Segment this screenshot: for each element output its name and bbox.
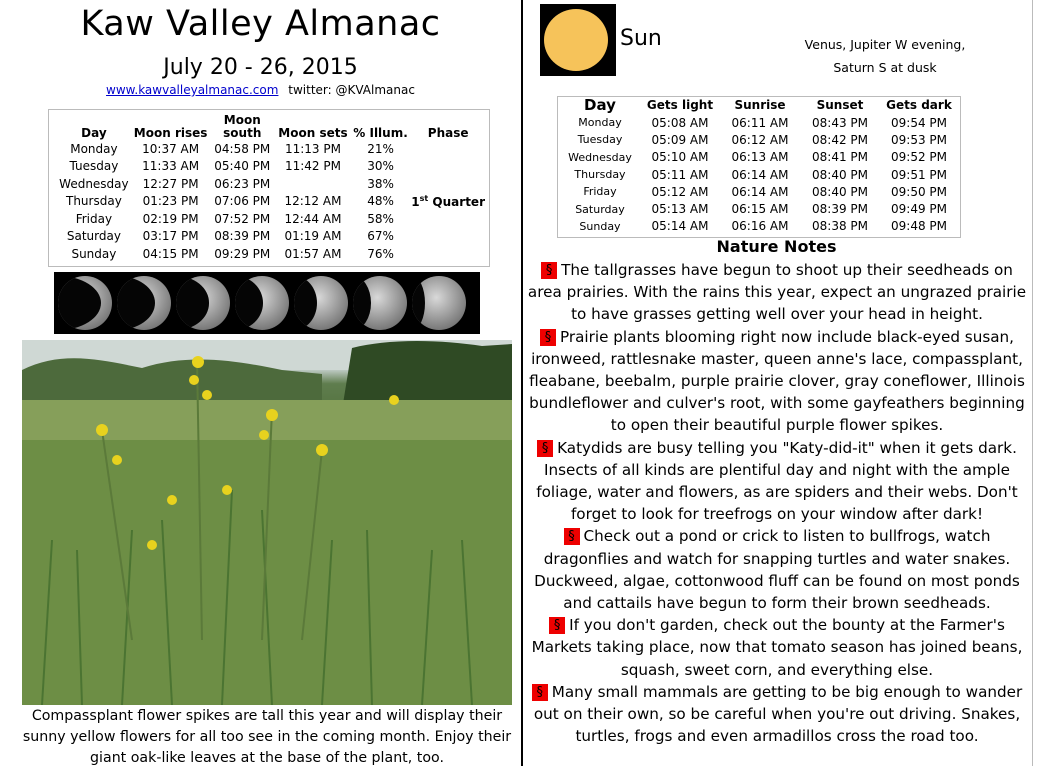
moon-col-phase: Phase: [427, 126, 469, 140]
moon-shadow: [176, 276, 209, 330]
sun-cell-sunset: 08:42 PM: [812, 132, 868, 147]
moon-table-body: [55, 140, 485, 263]
moon-cell-sets: 12:44 AM: [284, 211, 342, 226]
sun-cell-gets-light: 05:09 AM: [651, 132, 709, 147]
page-divider: [521, 0, 523, 766]
nature-notes: [527, 259, 1027, 747]
moon-table-row: [55, 228, 485, 246]
sun-cell-sunrise: 06:15 AM: [731, 202, 789, 217]
sun-table-body: [560, 114, 958, 235]
sun-cell-day: Thursday: [574, 168, 626, 182]
moon-cell-day: Tuesday: [69, 159, 119, 174]
sun-table-row: [560, 131, 958, 148]
sun-label: Sun: [620, 26, 662, 51]
sun-table-row: [560, 183, 958, 200]
sun-cell-day: Friday: [583, 185, 617, 199]
moon-table-row: [55, 210, 485, 228]
moon-cell-sets: 11:13 PM: [284, 141, 341, 156]
moon-cell-illum: 21%: [367, 141, 394, 156]
nature-note: [532, 616, 1023, 678]
sun-table: [560, 96, 958, 235]
moon-cell-illum: 67%: [367, 229, 394, 244]
moon-cell-phase: [411, 228, 485, 246]
moon-table-row: [55, 140, 485, 158]
sun-cell-gets-dark: 09:48 PM: [891, 219, 947, 234]
section-bullet-icon: §: [532, 684, 548, 701]
sun-col-gets-dark: Gets dark: [886, 98, 952, 112]
sun-cell-sunrise: 06:16 AM: [731, 219, 789, 234]
moon-phase-image: [176, 276, 230, 330]
nature-note-text: Many small mammals are getting to be big enough to wander out on their own, so be careful when you're out driving. Snakes, turtles, frogs and even armadillos cross the road too.: [533, 682, 1023, 746]
sun-cell-gets-light: 05:11 AM: [651, 167, 709, 182]
section-bullet-icon: §: [564, 528, 580, 545]
date-range: July 20 - 26, 2015: [163, 55, 358, 80]
moon-cell-phase: [411, 245, 485, 263]
page-edge: [1032, 0, 1033, 766]
sun-cell-sunset: 08:38 PM: [812, 219, 868, 234]
sun-table-row: [560, 149, 958, 166]
moon-table-row: [55, 175, 485, 193]
sun-cell-sunrise: 06:11 AM: [731, 115, 789, 130]
sun-cell-sunset: 08:43 PM: [812, 115, 868, 130]
sun-cell-day: Saturday: [575, 202, 625, 216]
nature-note: [532, 683, 1023, 745]
planets-note: [770, 33, 1000, 79]
moon-col-illum: % Illum.: [353, 126, 408, 140]
moon-col-south: [208, 110, 276, 140]
moon-cell-south: 09:29 PM: [214, 246, 271, 261]
nature-note: [528, 261, 1026, 323]
nature-note-text: Prairie plants blooming right now include black-eyed susan, ironweed, rattlesnake master, queen anne's lace, compassplant, fleabane, beebalm, purple prairie clover, gray coneflower, Illinois bundleflower and culver's root, with some gayfeathers beginning to open their beautiful purple flower spikes.: [529, 327, 1025, 435]
sun-cell-gets-dark: 09:53 PM: [891, 132, 947, 147]
moon-cell-rises: 10:37 AM: [142, 141, 200, 156]
moon-phase-image: [353, 276, 407, 330]
moon-phase-image: [412, 276, 466, 330]
moon-phase-image: [294, 276, 348, 330]
moon-cell-south: 05:40 PM: [214, 159, 271, 174]
moon-shadow: [294, 276, 317, 330]
photo-caption: Compassplant flower spikes are tall this year and will display their sunny yellow flowers for all too see in the coming month. Enjoy their giant oak-like leaves at the base of the plant, too.: [22, 708, 512, 766]
moon-table-row: [55, 193, 485, 211]
sun-cell-day: Wednesday: [568, 150, 632, 164]
sun-col-sunset: Sunset: [816, 98, 864, 112]
moon-cell-phase: [411, 140, 485, 158]
moon-shadow: [117, 276, 155, 330]
moon-cell-day: Thursday: [66, 194, 122, 209]
moon-phase-image: [117, 276, 171, 330]
moon-cell-phase: [411, 175, 485, 193]
moon-cell-south: 07:52 PM: [214, 211, 271, 226]
moon-cell-rises: 11:33 AM: [142, 159, 200, 174]
moon-cell-south: 07:06 PM: [214, 194, 271, 209]
moon-col-day: Day: [81, 126, 107, 140]
sun-cell-gets-dark: 09:52 PM: [891, 150, 947, 165]
moon-cell-sets: [276, 175, 350, 193]
moon-cell-rises: 03:17 PM: [142, 229, 199, 244]
nature-note-text: Check out a pond or crick to listen to bullfrogs, watch dragonflies and watch for snapping turtles and water snakes. Duckweed, algae, cottonwood fluff can be found on most ponds and cattails have begun to form their brown seedheads.: [534, 527, 1020, 613]
nature-note: [534, 527, 1020, 612]
moon-cell-sets: 01:19 AM: [284, 229, 342, 244]
moon-shadow: [235, 276, 263, 330]
sun-cell-gets-dark: 09:51 PM: [891, 167, 947, 182]
sun-col-day: Day: [584, 96, 616, 114]
moon-shadow: [353, 276, 371, 330]
sun-cell-sunrise: 06:14 AM: [731, 167, 789, 182]
sun-table-row: [560, 200, 958, 217]
moon-cell-rises: 12:27 PM: [142, 176, 199, 191]
moon-cell-south: 04:58 PM: [214, 141, 271, 156]
sun-cell-sunset: 08:40 PM: [812, 167, 868, 182]
compassplant-photo: [22, 340, 512, 705]
moon-cell-rises: 04:15 PM: [142, 246, 199, 261]
sun-icon: [544, 9, 608, 71]
sun-table-row: [560, 218, 958, 235]
moon-phase-strip: [54, 272, 480, 334]
moon-cell-day: Friday: [75, 211, 113, 226]
moon-cell-day: Sunday: [71, 246, 117, 261]
photo-illustration: [22, 340, 512, 705]
sun-cell-sunset: 08:41 PM: [812, 150, 868, 165]
nature-note-text: If you don't garden, check out the bounty at the Farmer's Markets taking place, now that tomato season has joined beans, squash, sweet corn, and everything else.: [531, 616, 1023, 679]
nature-note-text: The tallgrasses have begun to shoot up their seedheads on area prairies. With the rains this year, expect an ungrazed prairie to have grasses getting well over your head in height.: [527, 261, 1027, 324]
moon-cell-rises: 02:19 PM: [142, 211, 199, 226]
moon-cell-sets: 12:12 AM: [284, 194, 342, 209]
sun-cell-day: Sunday: [579, 219, 621, 233]
sun-cell-gets-dark: 09:49 PM: [891, 202, 947, 217]
moon-cell-day: Wednesday: [59, 176, 129, 191]
sun-cell-gets-light: 05:14 AM: [651, 219, 709, 234]
sun-cell-gets-light: 05:12 AM: [651, 184, 709, 199]
sun-cell-gets-dark: 09:54 PM: [891, 115, 947, 130]
sun-cell-sunset: 08:39 PM: [812, 202, 868, 217]
moon-col-sets: Moon sets: [278, 126, 348, 140]
moon-table: [55, 110, 485, 263]
almanac-title: Kaw Valley Almanac: [80, 4, 441, 44]
moon-cell-sets: 01:57 AM: [284, 246, 342, 261]
sun-cell-gets-light: 05:08 AM: [651, 115, 709, 130]
moon-phase-image: [235, 276, 289, 330]
moon-cell-illum: 58%: [367, 211, 394, 226]
sun-col-gets-light: Gets light: [646, 98, 714, 112]
moon-cell-south: 06:23 PM: [214, 176, 271, 191]
moon-cell-illum: 30%: [367, 159, 394, 174]
planets-line-1: Venus, Jupiter W evening,: [804, 37, 966, 52]
moon-cell-illum: 48%: [367, 194, 394, 209]
section-bullet-icon: §: [549, 617, 565, 634]
sun-table-row: [560, 166, 958, 183]
nature-note: [529, 328, 1025, 435]
moon-cell-phase: 1st Quarter: [411, 193, 485, 209]
section-bullet-icon: §: [537, 440, 553, 457]
sun-cell-gets-dark: 09:50 PM: [891, 184, 947, 199]
moon-table-row: [55, 158, 485, 176]
nature-note: [536, 439, 1017, 524]
moon-col-south-text: Moon south: [223, 113, 262, 140]
website-link[interactable]: www.kawvalleyalmanac.com: [106, 83, 279, 97]
moon-cell-illum: 38%: [367, 176, 394, 191]
sun-cell-gets-light: 05:10 AM: [651, 150, 709, 165]
moon-cell-south: 08:39 PM: [214, 229, 271, 244]
moon-table-row: [55, 245, 485, 263]
sun-col-sunrise: Sunrise: [734, 98, 786, 112]
sun-cell-sunrise: 06:14 AM: [731, 184, 789, 199]
moon-cell-illum: 76%: [367, 246, 394, 261]
sun-cell-day: Tuesday: [577, 133, 623, 147]
contact-line: [0, 83, 521, 97]
moon-cell-phase: [411, 210, 485, 228]
twitter-handle: twitter: @KVAlmanac: [288, 83, 415, 97]
moon-shadow: [412, 276, 425, 330]
sun-cell-gets-light: 05:13 AM: [651, 202, 709, 217]
nature-note-text: Katydids are busy telling you "Katy-did-it" when it gets dark. Insects of all kinds are plentiful day and night with the ample foliage, water and flowers, as are spiders and their webs. Don't forget to look for treefrogs on your window after dark!: [536, 438, 1018, 524]
moon-cell-rises: 01:23 PM: [142, 194, 199, 209]
sun-cell-day: Monday: [578, 116, 622, 130]
sun-cell-sunset: 08:40 PM: [812, 184, 868, 199]
moon-cell-day: Saturday: [66, 229, 121, 244]
sun-cell-sunrise: 06:13 AM: [731, 150, 789, 165]
planets-line-2: Saturn S at dusk: [833, 60, 937, 75]
section-bullet-icon: §: [540, 329, 556, 346]
moon-phase-image: [58, 276, 112, 330]
sun-cell-sunrise: 06:12 AM: [731, 132, 789, 147]
nature-notes-title: Nature Notes: [716, 237, 837, 256]
moon-cell-phase: [411, 158, 485, 176]
moon-col-rises: Moon rises: [133, 126, 208, 140]
moon-cell-sets: 11:42 PM: [284, 159, 341, 174]
sun-table-row: [560, 114, 958, 131]
moon-cell-day: Monday: [70, 141, 118, 156]
moon-shadow: [58, 276, 101, 330]
section-bullet-icon: §: [541, 262, 557, 279]
